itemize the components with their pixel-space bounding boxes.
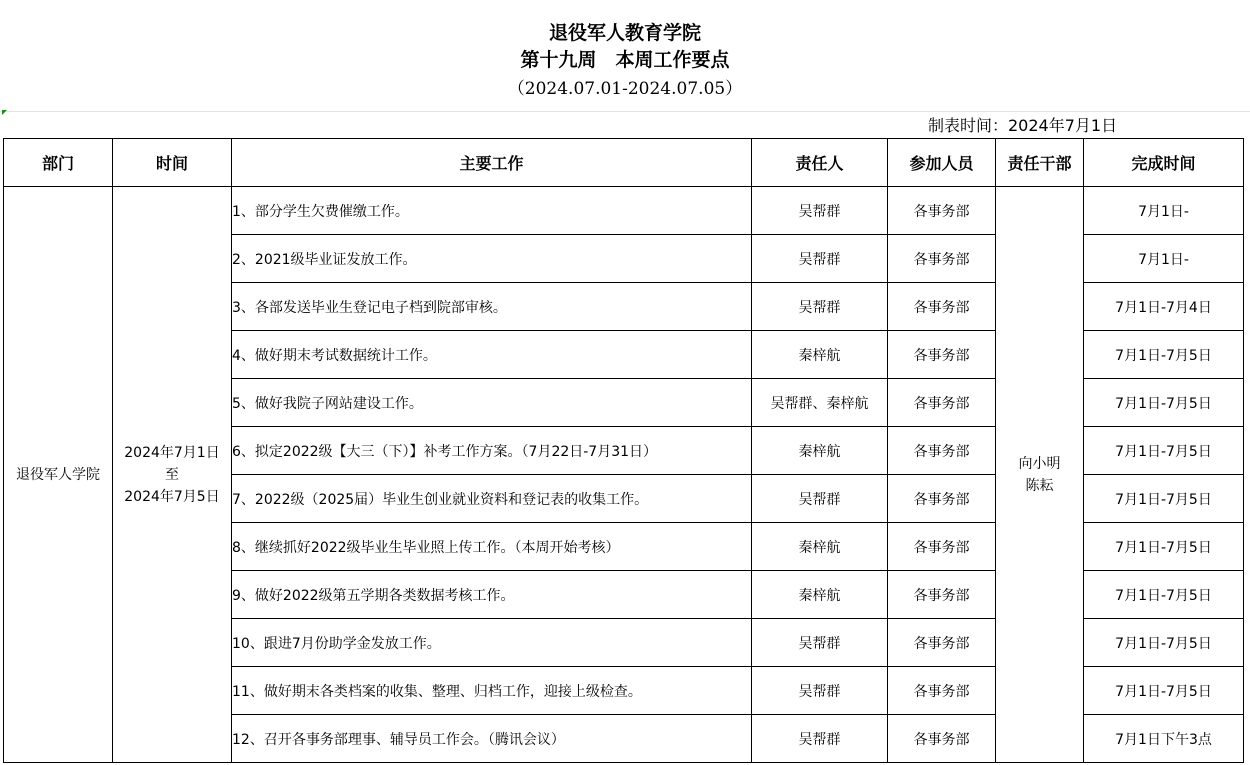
owner-cell: 秦梓航	[752, 331, 888, 379]
main-work-cell: 2、2021级毕业证发放工作。	[232, 235, 752, 283]
col-header-main-work: 主要工作	[232, 139, 752, 187]
main-work-cell: 10、跟进7月份助学金发放工作。	[232, 619, 752, 667]
title-divider	[0, 111, 1250, 112]
table-row	[4, 187, 1244, 235]
done-time-cell: 7月1日-7月5日	[1084, 619, 1244, 667]
document-subtitle: 第十九周 本周工作要点	[520, 49, 730, 71]
owner-cell: 吴帮群	[752, 667, 888, 715]
col-header-time: 时间	[113, 139, 232, 187]
main-work-cell: 6、拟定2022级【大三（下）】补考工作方案。（7月22日-7月31日）	[232, 427, 752, 475]
col-header-cadre: 责任干部	[996, 139, 1084, 187]
period-cell	[113, 187, 232, 763]
period-to: 至	[165, 466, 179, 483]
main-work-cell: 1、部分学生欠费催缴工作。	[232, 187, 752, 235]
col-header-owner: 责任人	[752, 139, 888, 187]
participants-cell: 各事务部	[888, 427, 996, 475]
main-work-cell: 3、各部发送毕业生登记电子档到院部审核。	[232, 283, 752, 331]
cadre-cell	[996, 187, 1084, 763]
participants-cell: 各事务部	[888, 283, 996, 331]
done-time-cell: 7月1日-7月5日	[1084, 379, 1244, 427]
main-work-cell: 11、做好期末各类档案的收集、整理、归档工作，迎接上级检查。	[232, 667, 752, 715]
period-start: 2024年7月1日	[124, 444, 220, 461]
participants-cell: 各事务部	[888, 619, 996, 667]
done-time-cell: 7月1日-	[1084, 187, 1244, 235]
owner-cell: 吴帮群	[752, 715, 888, 763]
owner-cell: 秦梓航	[752, 427, 888, 475]
done-time-cell: 7月1日-	[1084, 235, 1244, 283]
main-work-cell: 5、做好我院子网站建设工作。	[232, 379, 752, 427]
date-range: （2024.07.01-2024.07.05）	[507, 79, 743, 99]
col-header-done-time: 完成时间	[1084, 139, 1244, 187]
done-time-cell: 7月1日-7月5日	[1084, 331, 1244, 379]
main-work-cell: 8、继续抓好2022级毕业生毕业照上传工作。（本周开始考核）	[232, 523, 752, 571]
participants-cell: 各事务部	[888, 667, 996, 715]
participants-cell: 各事务部	[888, 475, 996, 523]
done-time-cell: 7月1日-7月5日	[1084, 523, 1244, 571]
done-time-cell: 7月1日-7月4日	[1084, 283, 1244, 331]
table-header-row	[4, 139, 1244, 187]
participants-cell: 各事务部	[888, 715, 996, 763]
owner-cell: 吴帮群、秦梓航	[752, 379, 888, 427]
owner-cell: 吴帮群	[752, 475, 888, 523]
participants-cell: 各事务部	[888, 331, 996, 379]
title-block	[0, 0, 1250, 112]
participants-cell: 各事务部	[888, 571, 996, 619]
department-cell: 退役军人学院	[4, 187, 113, 763]
participants-cell: 各事务部	[888, 235, 996, 283]
owner-cell: 吴帮群	[752, 187, 888, 235]
participants-cell: 各事务部	[888, 523, 996, 571]
participants-cell: 各事务部	[888, 379, 996, 427]
main-work-cell: 12、召开各事务部理事、辅导员工作会。（腾讯会议）	[232, 715, 752, 763]
main-work-cell: 7、2022级（2025届）毕业生创业就业资料和登记表的收集工作。	[232, 475, 752, 523]
cadre-name: 向小明	[1018, 455, 1061, 472]
done-time-cell: 7月1日-7月5日	[1084, 571, 1244, 619]
period-end: 2024年7月5日	[124, 488, 220, 505]
done-time-cell: 7月1日-7月5日	[1084, 475, 1244, 523]
done-time-cell: 7月1日-7月5日	[1084, 427, 1244, 475]
owner-cell: 秦梓航	[752, 571, 888, 619]
done-time-cell: 7月1日下午3点	[1084, 715, 1244, 763]
main-work-cell: 4、做好期末考试数据统计工作。	[232, 331, 752, 379]
done-time-cell: 7月1日-7月5日	[1084, 667, 1244, 715]
work-plan-table	[3, 138, 1244, 763]
cell-comment-marker	[2, 110, 7, 115]
owner-cell: 吴帮群	[752, 619, 888, 667]
col-header-department: 部门	[4, 139, 113, 187]
cadre-name: 陈耘	[1025, 477, 1054, 494]
owner-cell: 吴帮群	[752, 235, 888, 283]
main-work-cell: 9、做好2022级第五学期各类数据考核工作。	[232, 571, 752, 619]
participants-cell: 各事务部	[888, 187, 996, 235]
owner-cell: 吴帮群	[752, 283, 888, 331]
made-time: 制表时间：2024年7月1日	[928, 116, 1118, 135]
document-title: 退役军人教育学院	[548, 22, 701, 44]
owner-cell: 秦梓航	[752, 523, 888, 571]
col-header-participants: 参加人员	[888, 139, 996, 187]
